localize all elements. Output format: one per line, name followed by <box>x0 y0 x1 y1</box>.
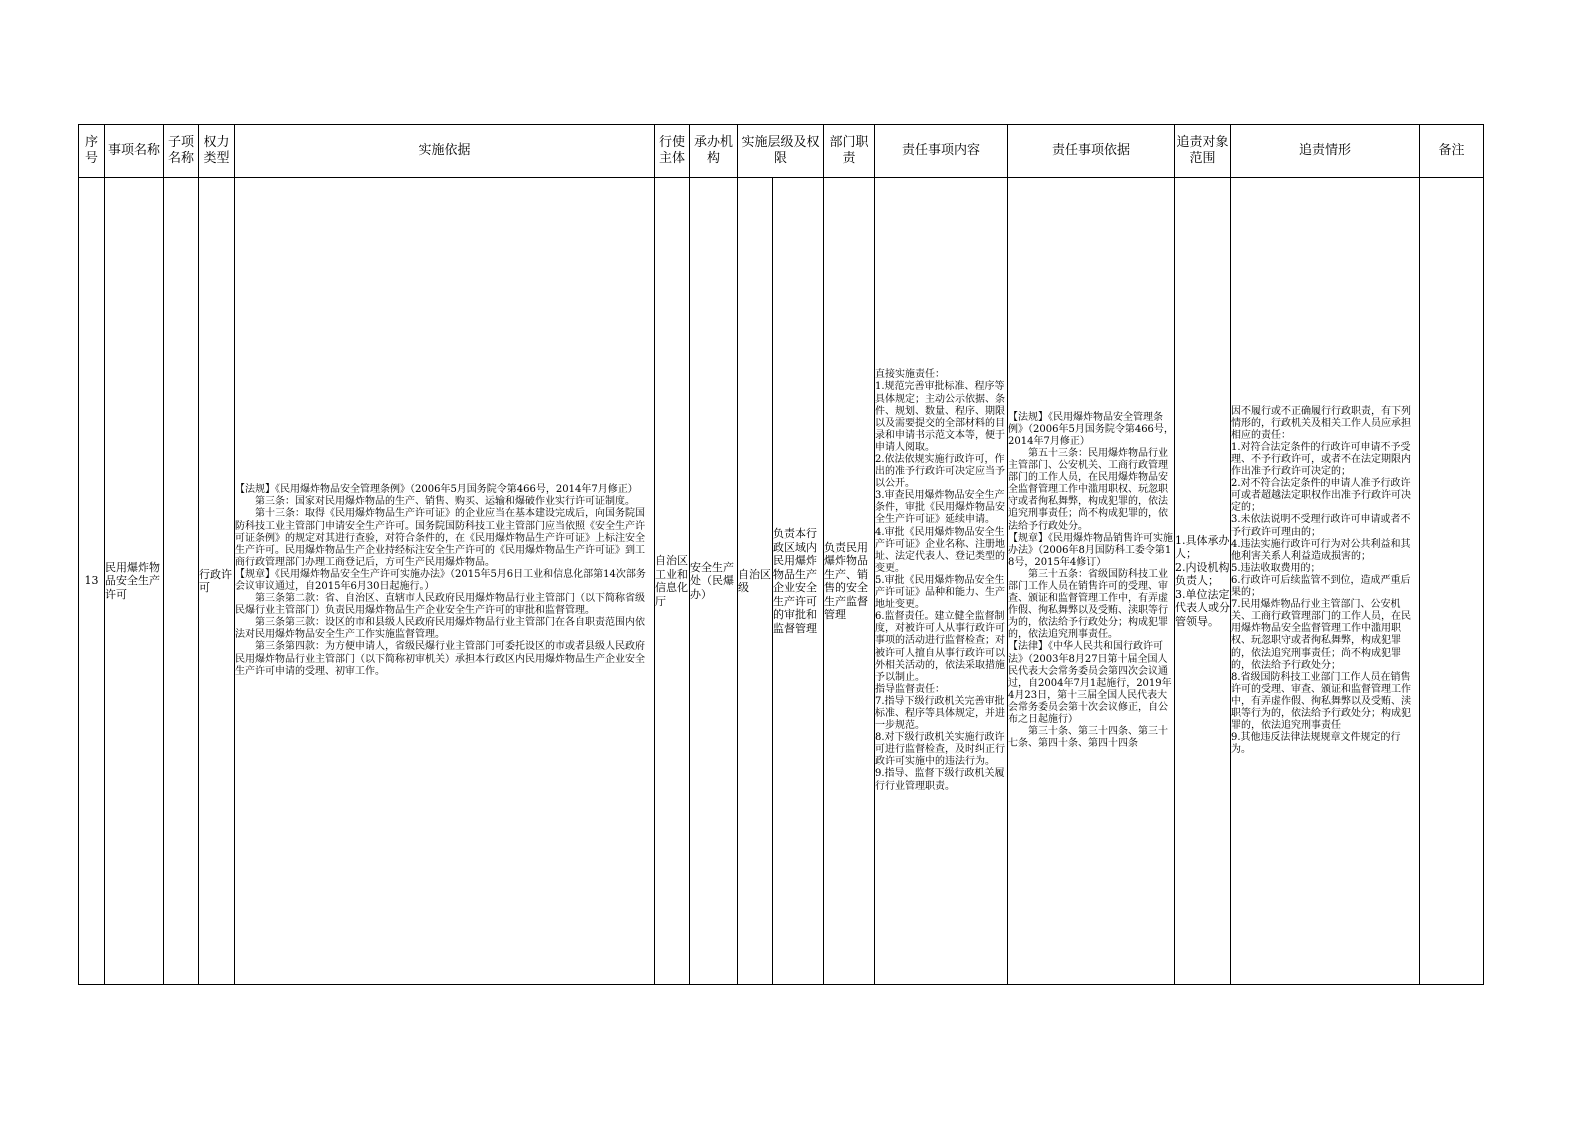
cell-scope: 1.具体承办人； 2.内设机构负责人； 3.单位法定代表人或分管领导。 <box>1175 178 1231 985</box>
cell-sub-item <box>164 178 199 985</box>
cell-circumstances: 因不履行或不正确履行行政职责，有下列情形的，行政机关及相关工作人员应承担相应的责任： 1.对符合法定条件的行政许可申请不予受理、不予行政许可，或者不在法定期限内作出准予行政许可决定的； 2.对不符合法定条件的申请人准予行政许可或者超越法定职权作出准予行政许可决定的； 3.未依法说明不受理行政许可申请或者不予行政许可理由的； 4.违法实施行政许可行为对公共利益和其他利害关系人利益造成损害的； 5.违法收取费用的； 6.行政许可后续监管不到位，造成严重后果的； 7.民用爆炸物品行业主管部门、公安机关、工商行政管理部门的工作人员，在民用爆炸物品安全监督管理工作中滥用职权、玩忽职守或者徇私舞弊，构成犯罪的，依法追究刑事责任；尚不构成犯罪的，依法给予行政处分； 8.省级国防科技工业部门工作人员在销售许可的受理、审查、颁证和监督管理工作中，有弄虚作假、徇私舞弊以及受贿、渎职等行为的，依法给予行政处分；构成犯罪的，依法追究刑事责任 9.其他违反法律法规规章文件规定的行为。 <box>1231 178 1420 985</box>
cell-power-type: 行政许可 <box>199 178 235 985</box>
header-level: 实施层级及权限 <box>738 125 824 178</box>
header-seq: 序号 <box>79 125 105 178</box>
cell-subject: 自治区工业和信息化厅 <box>655 178 690 985</box>
header-duty: 部门职责 <box>824 125 875 178</box>
cell-agency: 安全生产处（民爆办） <box>690 178 738 985</box>
cell-remark <box>1420 178 1484 985</box>
table-row <box>79 178 1484 985</box>
header-agency: 承办机构 <box>690 125 738 178</box>
cell-resp-content: 直接实施责任： 1.规范完善审批标准、程序等具体规定；主动公示依据、条件、规划、数量、程序、期限以及需要提交的全部材料的目录和申请书示范文本等，便于申请人阅取。 2.依法依规实施行政许可，作出的准予行政许可决定应当予以公开。 3.审查民用爆炸物品安全生产条件，审批《民用爆炸物品安全生产许可证》延续申请。 4.审批《民用爆炸物品安全生产许可证》企业名称、注册地址、法定代表人、登记类型的变更。 5.审批《民用爆炸物品安全生产许可证》品种和能力、生产地址变更。 6.监督责任。建立健全监督制度，对被许可人从事行政许可事项的活动进行监督检查；对被许可人擅自从事行政许可以外相关活动的，依法采取措施予以制止。 指导监督责任： 7.指导下级行政机关完善审批标准、程序等具体规定，并进一步规范。 8.对下级行政机关实施行政许可进行监督检查，及时纠正行政许可实施中的违法行为。 9.指导、监督下级行政机关履行行业管理职责。 <box>875 178 1008 985</box>
cell-basis: 【法规】《民用爆炸物品安全管理条例》（2006年5月国务院令第466号，2014年7月修正） 第三条：国家对民用爆炸物品的生产、销售、购买、运输和爆破作业实行许可证制度。 第十三条：取得《民用爆炸物品生产许可证》的企业应当在基本建设完成后，向国务院国防科技工业主管部门申请安全生产许可。国务院国防科技工业主管部门应当依照《安全生产许可证条例》的规定对其进行查验，对符合条件的，在《民用爆炸物品生产许可证》上标注安全生产许可。民用爆炸物品生产企业持经标注安全生产许可的《民用爆炸物品生产许可证》到工商行政管理部门办理工商登记后，方可生产民用爆炸物品。 【规章】《民用爆炸物品安全生产许可实施办法》（2015年5月6日工业和信息化部第14次部务会议审议通过，自2015年6月30日起施行。） 第三条第二款：省、自治区、直辖市人民政府民用爆炸物品行业主管部门（以下简称省级民爆行业主管部门）负责民用爆炸物品生产企业安全生产许可的审批和监督管理。 第三条第三款：设区的市和县级人民政府民用爆炸物品行业主管部门在各自职责范围内依法对民用爆炸物品安全生产工作实施监督管理。 第三条第四款：为方便申请人，省级民爆行业主管部门可委托设区的市或者县级人民政府民用爆炸物品行业主管部门（以下简称初审机关）承担本行政区内民用爆炸物品生产企业安全生产许可申请的受理、初审工作。 <box>235 178 655 985</box>
header-subject: 行使主体 <box>655 125 690 178</box>
header-resp-basis: 责任事项依据 <box>1008 125 1175 178</box>
header-sub-item: 子项名称 <box>164 125 199 178</box>
cell-authority: 负责本行政区域内民用爆炸物品生产企业安全生产许可的审批和监督管理 <box>773 178 824 985</box>
cell-duty: 负责民用爆炸物品生产、销售的安全生产监督管理 <box>824 178 875 985</box>
header-row <box>79 125 1484 178</box>
cell-resp-basis: 【法规】《民用爆炸物品安全管理条例》（2006年5月国务院令第466号，2014年7月修正） 第五十三条：民用爆炸物品行业主管部门、公安机关、工商行政管理部门的工作人员，在民用爆炸物品安全监督管理工作中滥用职权、玩忽职守或者徇私舞弊，构成犯罪的，依法追究刑事责任；尚不构成犯罪的，依法给予行政处分。 【规章】《民用爆炸物品销售许可实施办法》（2006年8月国防科工委令第18号，2015年4修订） 第三十五条：省级国防科技工业部门工作人员在销售许可的受理、审查、颁证和监督管理工作中，有弄虚作假、徇私舞弊以及受贿、渎职等行为的，依法给予行政处分；构成犯罪的，依法追究刑事责任。 【法律】《中华人民共和国行政许可法》（2003年8月27日第十届全国人民代表大会常务委员会第四次会议通过，自2004年7月1起施行，2019年4月23日，第十三届全国人民代表大会常务委员会第十次会议修正，自公布之日起施行） 第三十条、第三十四条、第三十七条、第四十条、第四十四条 <box>1008 178 1175 985</box>
header-scope: 追责对象范围 <box>1175 125 1231 178</box>
power-list-table <box>78 124 1484 985</box>
header-item-name: 事项名称 <box>105 125 164 178</box>
header-power-type: 权力类型 <box>199 125 235 178</box>
cell-level: 自治区级 <box>738 178 773 985</box>
header-resp-content: 责任事项内容 <box>875 125 1008 178</box>
header-circumstances: 追责情形 <box>1231 125 1420 178</box>
cell-seq: 13 <box>79 178 105 985</box>
header-basis: 实施依据 <box>235 125 655 178</box>
cell-item-name: 民用爆炸物品安全生产许可 <box>105 178 164 985</box>
header-remark: 备注 <box>1420 125 1484 178</box>
